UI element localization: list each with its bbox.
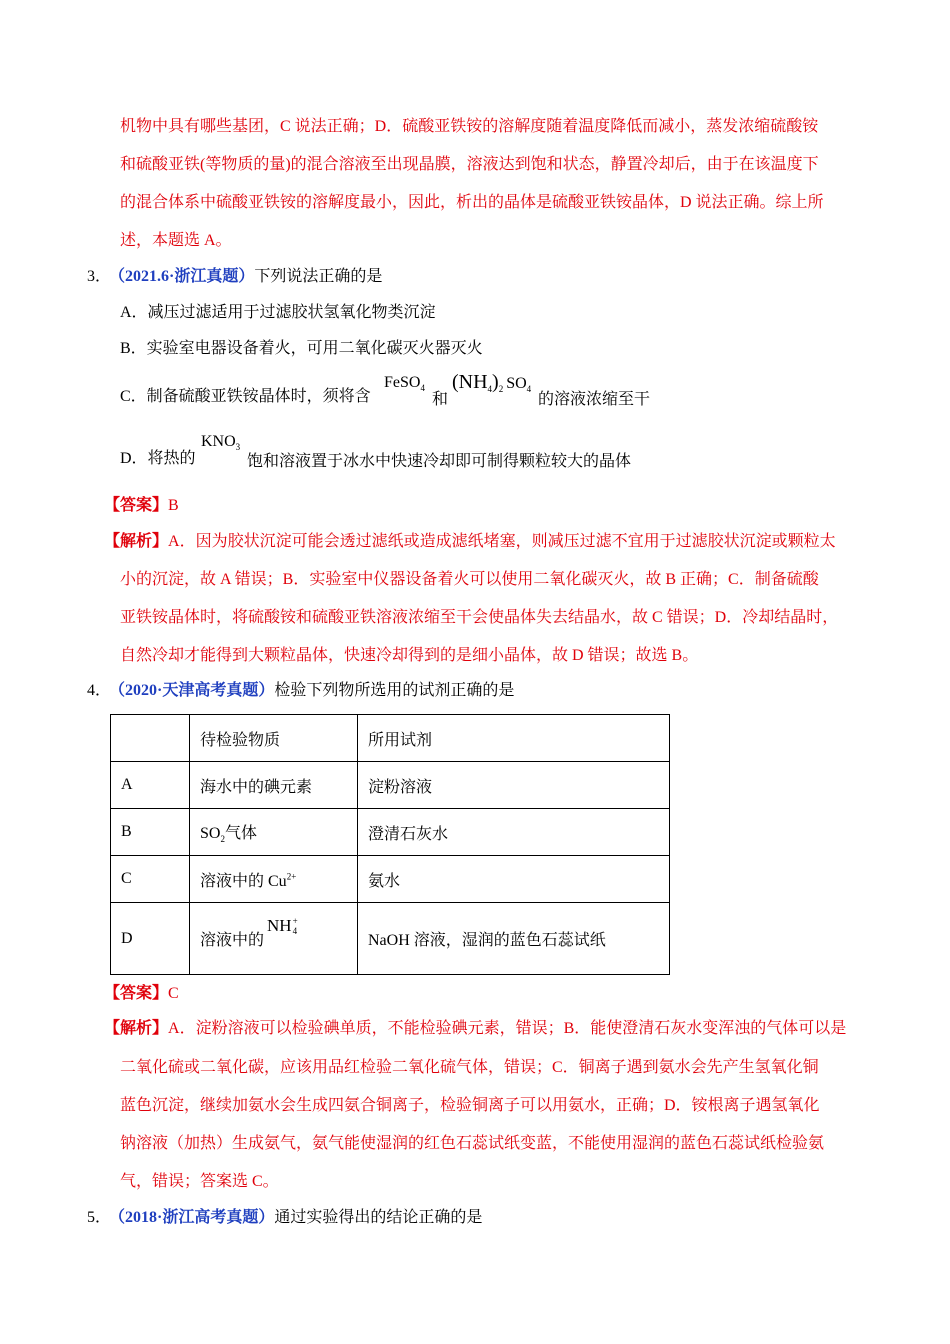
formula-nh4-ion: NH + 4: [267, 916, 298, 936]
table-row: [111, 856, 670, 903]
question-stem: 下列说法正确的是: [254, 268, 383, 285]
question-number: 3．: [87, 268, 112, 285]
question-stem: 检验下列物所选用的试剂正确的是: [274, 682, 515, 699]
table-cell: B: [111, 809, 190, 856]
option-c-and: 和: [432, 391, 449, 408]
question-stem: 通过实验得出的结论正确的是: [274, 1209, 483, 1226]
table-cell: 海水中的碘元素: [190, 762, 358, 809]
analysis-line: 自然冷却才能得到大颗粒晶体，快速冷却得到的是细小晶体，故 D 错误；故选 B。: [120, 647, 699, 664]
table-cell: 所用试剂: [358, 715, 670, 762]
table-cell: 氨水: [358, 856, 670, 903]
option-d-text: D．将热的: [120, 450, 196, 467]
question-source: （2020·天津高考真题）: [117, 682, 275, 699]
option-c-tail: 的溶液浓缩至干: [538, 391, 651, 408]
answer-line: 【答案】B: [104, 497, 179, 514]
table-cell: 溶液中的NH + 4: [190, 903, 358, 975]
table-cell: 待检验物质: [190, 715, 358, 762]
analysis-line: 和硫酸亚铁(等物质的量)的混合溶液至出现晶膜，溶液达到饱和状态，静置冷却后，由于在该温度下: [120, 156, 819, 173]
formula-feso4: FeSO$_4$: [384, 374, 425, 394]
table-row: [111, 762, 670, 809]
option-b: B．实验室电器设备着火，可用二氧化碳灭火器灭火: [120, 340, 483, 357]
table-row: [111, 809, 670, 856]
analysis-line: 机物中具有哪些基团，C 说法正确；D．硫酸亚铁铵的溶解度随着温度降低而减小，蒸发浓缩硫酸铵: [120, 118, 819, 135]
analysis-line: 【解析】A．淀粉溶液可以检验碘单质，不能检验碘元素，错误；B．能使澄清石灰水变浑浊的气体可以是: [104, 1020, 847, 1037]
table-cell: C: [111, 856, 190, 903]
formula-kno3: $KNO_3$: [201, 433, 241, 453]
analysis-line: 述，本题选 A。: [120, 232, 232, 249]
question-source: （2018·浙江高考真题）: [117, 1209, 275, 1226]
table-cell: NaOH 溶液，湿润的蓝色石蕊试纸: [358, 903, 670, 975]
question-5-header: [87, 1207, 482, 1229]
answer-line: 【答案】C: [104, 985, 179, 1002]
option-d-tail: 饱和溶液置于冰水中快速冷却即可制得颗粒较大的晶体: [247, 453, 632, 470]
analysis-line: 二氧化硫或二氧化碳，应该用品红检验二氧化硫气体，错误；C．铜离子遇到氨水会先产生氢氧化铜: [120, 1059, 819, 1076]
table-header-row: [111, 715, 670, 762]
option-c-text: C．制备硫酸亚铁铵晶体时，须将含: [120, 388, 371, 405]
table-cell: D: [111, 903, 190, 975]
question-number: 5．: [87, 1209, 112, 1226]
table-cell: [111, 715, 190, 762]
table-cell: $SO_2$气体: [190, 809, 358, 856]
table-row: [111, 903, 670, 975]
reagent-table: [110, 714, 670, 975]
analysis-line: 亚铁铵晶体时，将硫酸铵和硫酸亚铁溶液浓缩至干会使晶体失去结晶水，故 C 错误；D．冷却结晶时，: [120, 609, 839, 626]
question-source: （2021.6·浙江真题）: [117, 268, 255, 285]
analysis-line: 钠溶液（加热）生成氨气，氨气能使湿润的红色石蕊试纸变蓝，不能使用湿润的蓝色石蕊试纸检验氨: [120, 1135, 825, 1152]
question-4-header: [87, 680, 514, 702]
table-cell: 澄清石灰水: [358, 809, 670, 856]
analysis-line: 蓝色沉淀，继续加氨水会生成四氨合铜离子，检验铜离子可以用氨水，正确；D．铵根离子遇氢氧化: [120, 1097, 820, 1114]
formula-nh4-2-so4: $(NH_4)_2$ $SO_4$: [452, 371, 532, 395]
analysis-line: 的混合体系中硫酸亚铁铵的溶解度最小，因此，析出的晶体是硫酸亚铁铵晶体，D 说法正确。综上所: [120, 194, 824, 211]
table-cell: 淀粉溶液: [358, 762, 670, 809]
question-3-header: [87, 266, 382, 288]
analysis-line: 小的沉淀，故 A 错误；B．实验室中仪器设备着火可以使用二氧化碳灭火，故 B 正确；C．制备硫酸: [120, 571, 819, 588]
option-a: A．减压过滤适用于过滤胶状氢氧化物类沉淀: [120, 304, 436, 321]
table-cell: 溶液中的 $Cu^{2+}$: [190, 856, 358, 903]
analysis-line: 气，错误；答案选 C。: [120, 1173, 279, 1190]
question-number: 4．: [87, 682, 112, 699]
analysis-line: 【解析】A．因为胶状沉淀可能会透过滤纸或造成滤纸堵塞，则减压过滤不宜用于过滤胶状沉淀或颗粒太: [104, 533, 836, 550]
table-cell: A: [111, 762, 190, 809]
